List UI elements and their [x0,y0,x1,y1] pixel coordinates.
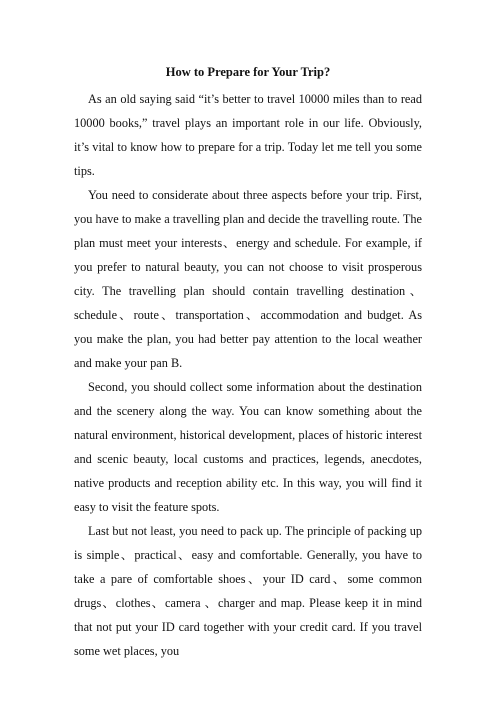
document-body [74,64,422,663]
paragraph-plan: You need to considerate about three aspects before your trip. First, you have to make a travelling plan and decide the travelling route. The plan must meet your interests、energy and schedule. For example, if you prefer to natural beauty, you can not choose to visit prosperous city. The travelling plan should contain travelling destination、schedule、route、transportation、accommodation and budget. As you make the plan, you had better pay attention to the local weather and make your pan B. [74,188,422,370]
paragraph-intro: As an old saying said “it’s better to travel 10000 miles than to read 10000 books,” travel plays an important role in our life. Obviously, it’s vital to know how to prepare for a trip. Today let me tell you some tips. [74,92,422,178]
paragraph-information: Second, you should collect some information about the destination and the scenery along the way. You can know something about the natural environment, historical development, places of historic interest and scenic beauty, local customs and practices, legends, anecdotes, native products and reception ability etc. In this way, you will find it easy to visit the feature spots. [74,380,422,514]
document-title: How to Prepare for Your Trip? [165,65,331,79]
paragraph-packing: Last but not least, you need to pack up. The principle of packing up is simple、practical、easy and comfortable. Generally, you have to take a pare of comfortable shoes、your ID card、some common drugs、clothes、camera 、charger and map. Please keep it in mind that not put your ID card together with your credit card. If you travel some wet places, you [74,524,422,658]
